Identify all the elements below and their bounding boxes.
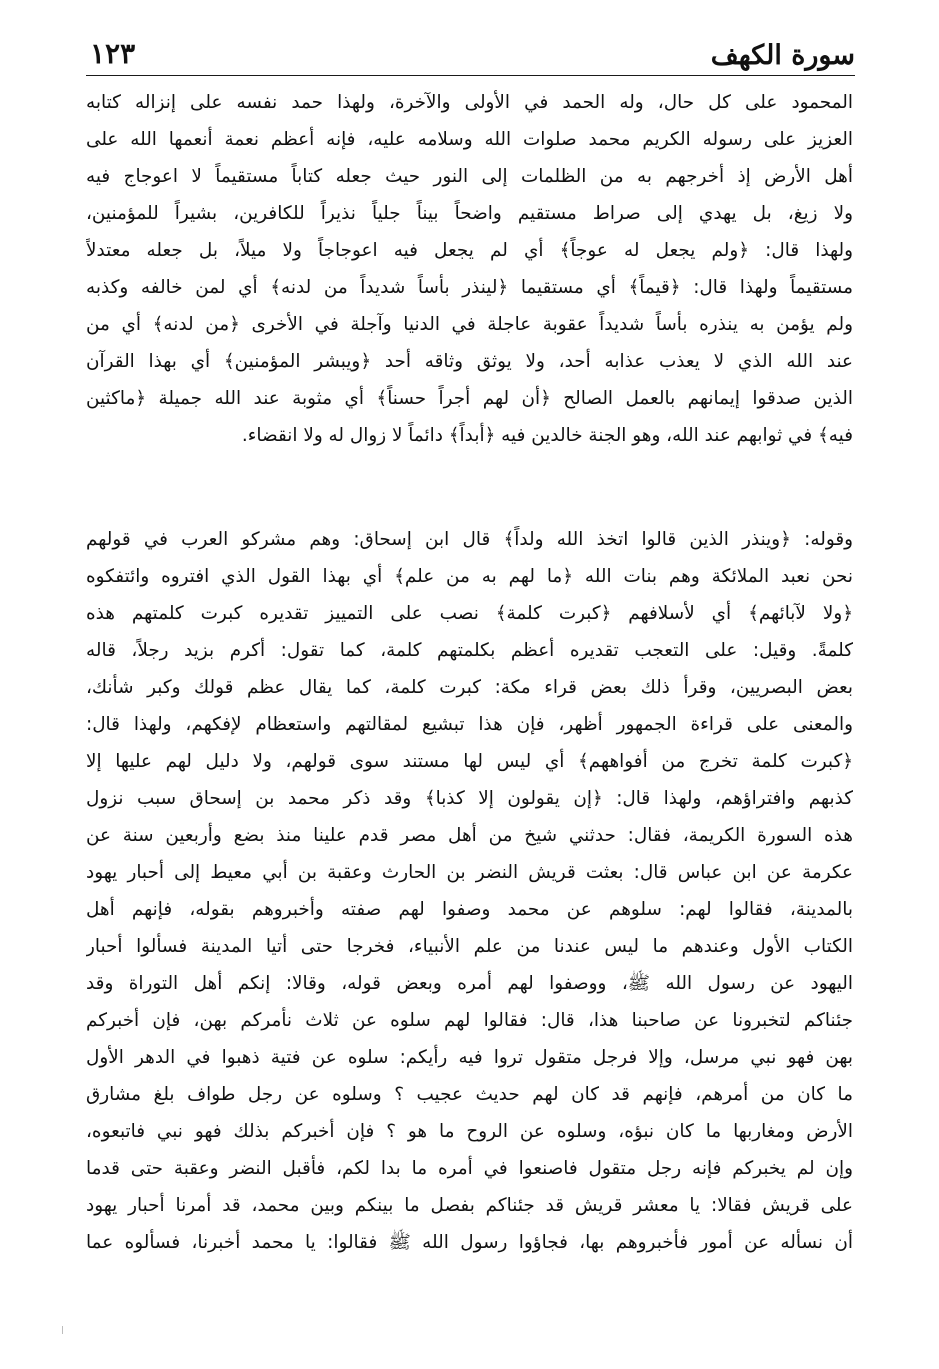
text-line: عند الله الذي لا يعذب عذابه أحد، ولا يوثق وثاقه أحد ﴿ويبشر المؤمنين﴾ أي بهذا القرآن — [86, 351, 853, 372]
text-line: ما كان من أمرهم، فإنهم قد كان لهم حديث عجيب ؟ وسلوه عن رجل طواف بلغ مشارق — [86, 1084, 853, 1105]
page-number: ١٢٣ — [90, 37, 136, 70]
text-line: بعض البصريين، وقرأ ذلك بعض قراء مكة: كبرت كلمة، كما يقال عظم قولك وكبر شأنك، — [86, 677, 853, 698]
text-line: نحن نعبد الملائكة وهم بنات الله ﴿ما لهم به من علم﴾ أي بهذا القول الذي افتروه وائتفكوه — [86, 566, 853, 587]
text-line: وإن لم يخبركم فإنه رجل متقول فاصنعوا في أمره ما بدا لكم، فأقبل النضر وعقبة حتى قدما — [86, 1158, 853, 1179]
text-line: العزيز على رسوله الكريم محمد صلوات الله وسلامه عليه، فإنه أعظم نعمة أنعمها الله على — [86, 129, 853, 150]
text-line: الكتاب الأول وعندهم ما ليس عندنا من علم الأنبياء، فخرجا حتى أتيا المدينة فسألوا أحبار — [86, 936, 853, 957]
text-line: عكرمة عن ابن عباس قال: بعثت قريش النضر بن الحارث وعقبة بن أبي معيط إلى أحبار يهود — [86, 862, 853, 883]
text-line: أن نسأله عن أمور فأخبروهم بها، فجاؤوا رسول الله ﷺ فقالوا: يا محمد أخبرنا، فسألوه عما — [86, 1232, 853, 1253]
text-line: بهن فهو نبي مرسل، وإلا فرجل متقول تروا فيه رأيكم: سلوه عن فتية ذهبوا في الدهر الأول — [86, 1047, 853, 1068]
text-line: ولم يؤمن به ينذره بأساً شديداً عقوبة عاجلة في الدنيا وآجلة في الأخرى ﴿من لدنه﴾ أي من — [86, 314, 853, 335]
page-header — [86, 36, 855, 76]
surah-title: سورة الكهف — [710, 40, 855, 71]
text-line: ولا زيغ، بل يهدي إلى صراط مستقيم واضحاً بيناً جلياً نذيراً للكافرين، بشيراً للمؤمنين، — [86, 203, 853, 224]
text-line: والمعنى على قراءة الجمهور أظهر، فإن هذا تبشيع لمقالتهم واستعظام لإفكهم، ولهذا قال: — [86, 714, 853, 735]
header-rule — [86, 75, 855, 76]
text-line: فيه﴾ في ثوابهم عند الله، وهو الجنة خالدين فيه ﴿أبداً﴾ دائماً لا زوال له ولا انقضاء. — [241, 425, 853, 446]
text-line: الذين صدقوا إيمانهم بالعمل الصالح ﴿أن لهم أجراً حسناً﴾ أي مثوبة عند الله جميلة ﴿ماكثين — [86, 388, 853, 409]
text-line: أهل الأرض إذ أخرجهم به من الظلمات إلى النور حيث جعله كتاباً مستقيماً لا اعوجاج فيه — [86, 166, 853, 187]
text-line: المحمود على كل حال، وله الحمد في الأولى والآخرة، ولهذا حمد نفسه على إنزاله كتابه — [86, 92, 853, 113]
text-line: ولهذا قال: ﴿ولم يجعل له عوجاً﴾ أي لم يجعل فيه اعوجاجاً ولا ميلاً، بل جعله معتدلاً — [86, 240, 853, 261]
text-line: ﴿ولا لآبائهم﴾ أي لأسلافهم ﴿كبرت كلمة﴾ نصب على التمييز تقديره كبرت كلمتهم هذه — [86, 603, 853, 624]
text-line: كذبهم وافتراؤهم، ولهذا قال: ﴿إن يقولون إلا كذبا﴾ وقد ذكر محمد بن إسحاق سبب نزول — [86, 788, 853, 809]
margin-mark — [62, 1326, 63, 1334]
text-line: جئناكم لتخبرونا عن صاحبنا هذا، قال: فقالوا لهم سلوه عن ثلاث نأمركم بهن، فإن أخبركم — [86, 1010, 853, 1031]
text-line: الأرض ومغاربها ما كان نبؤه، وسلوه عن الروح ما هو ؟ فإن أخبركم بذلك فهو نبي فاتبعوه، — [86, 1121, 853, 1142]
text-line: اليهود عن رسول الله ﷺ، ووصفوا لهم أمره وبعض قوله، وقالا: إنكم أهل التوراة وقد — [86, 973, 853, 994]
paragraph-2 — [86, 521, 853, 1261]
text-line: ﴿كبرت كلمة تخرج من أفواههم﴾ أي ليس لها مستند سوى قولهم، ولا دليل لهم عليها إلا — [86, 751, 853, 772]
text-line: وقوله: ﴿وينذر الذين قالوا اتخذ الله ولداً﴾ قال ابن إسحاق: وهم مشركو العرب في قولهم — [86, 529, 853, 550]
text-line: مستقيماً ولهذا قال: ﴿قيماً﴾ أي مستقيما ﴿لينذر بأساً شديداً من لدنه﴾ أي لمن خالفه وكذبه — [86, 277, 853, 298]
text-line: بالمدينة، فقالوا لهم: سلوهم عن محمد وصفوا لهم صفته وأخبروهم بقوله، فإنهم أهل — [86, 899, 853, 920]
text-line: هذه السورة الكريمة، فقال: حدثني شيخ من أهل مصر قدم علينا منذ بضع وأربعين سنة عن — [86, 825, 853, 846]
text-line: كلمةً. وقيل: على التعجب تقديره أعظم بكلمتهم كلمة، كما تقول: أكرم بزيد رجلاً، قاله — [86, 640, 853, 661]
paragraph-1 — [86, 84, 853, 454]
text-line: على قريش فقالا: يا معشر قريش قد جئناكم بفصل ما بينكم وبين محمد، قد أمرنا أحبار يهود — [86, 1195, 853, 1216]
